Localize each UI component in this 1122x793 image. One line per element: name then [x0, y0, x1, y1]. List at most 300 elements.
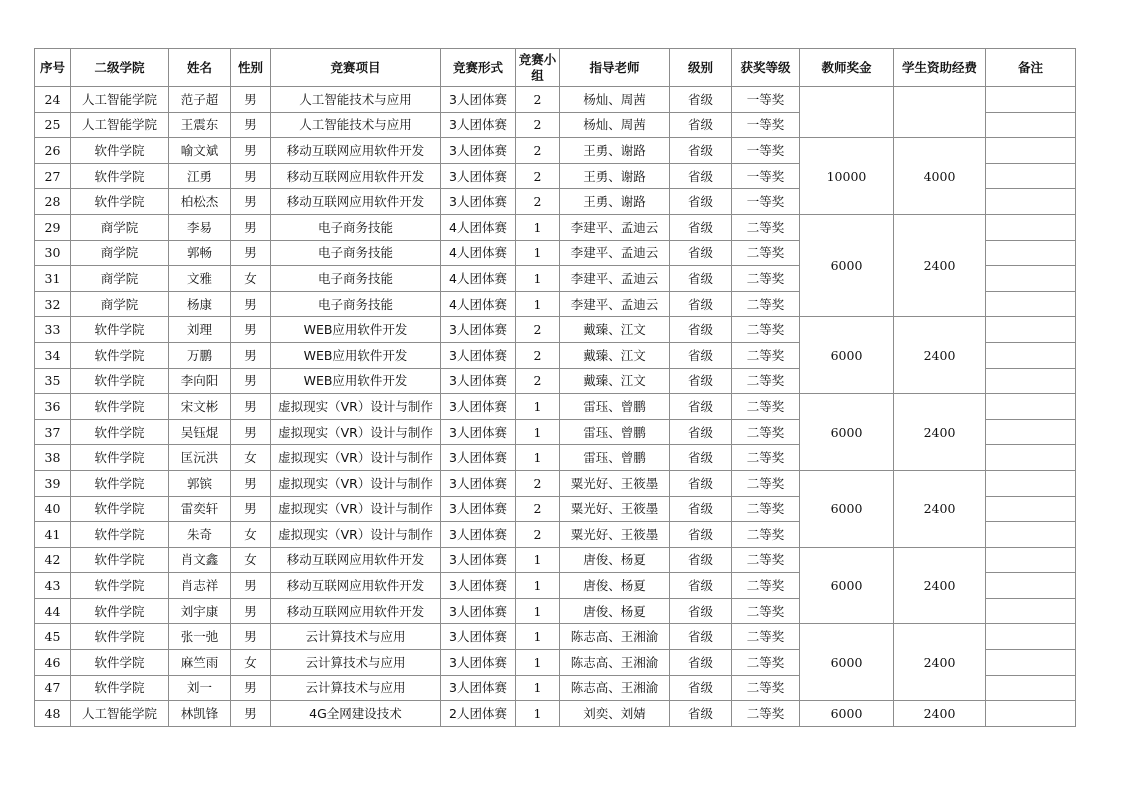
college-cell: 软件学院: [71, 522, 169, 548]
seq-cell: 33: [35, 317, 71, 343]
level-cell: 省级: [670, 87, 732, 113]
group-cell: 1: [516, 445, 560, 471]
table-row: [35, 547, 1076, 573]
student-funding-cell: 2400: [894, 701, 986, 727]
remarks-cell: [986, 547, 1076, 573]
gender-cell: 男: [231, 573, 271, 599]
name-cell: 范子超: [169, 87, 231, 113]
advisor-cell: 杨灿、周茜: [560, 112, 670, 138]
format-cell: 3人团体赛: [441, 419, 516, 445]
group-cell: 1: [516, 291, 560, 317]
remarks-cell: [986, 189, 1076, 215]
format-cell: 3人团体赛: [441, 650, 516, 676]
table-row: [35, 138, 1076, 164]
college-cell: 商学院: [71, 266, 169, 292]
college-cell: 软件学院: [71, 419, 169, 445]
gender-cell: 男: [231, 701, 271, 727]
college-cell: 软件学院: [71, 496, 169, 522]
award-cell: 二等奖: [732, 573, 800, 599]
gender-cell: 女: [231, 445, 271, 471]
level-cell: 省级: [670, 240, 732, 266]
event-cell: 电子商务技能: [271, 291, 441, 317]
event-cell: 移动互联网应用软件开发: [271, 598, 441, 624]
student-funding-cell: [894, 87, 986, 138]
group-cell: 1: [516, 214, 560, 240]
gender-cell: 男: [231, 240, 271, 266]
level-cell: 省级: [670, 342, 732, 368]
level-cell: 省级: [670, 394, 732, 420]
format-cell: 3人团体赛: [441, 547, 516, 573]
remarks-cell: [986, 496, 1076, 522]
advisor-cell: 刘奕、刘婧: [560, 701, 670, 727]
name-cell: 李向阳: [169, 368, 231, 394]
seq-cell: 36: [35, 394, 71, 420]
seq-cell: 35: [35, 368, 71, 394]
teacher-bonus-cell: 6000: [800, 317, 894, 394]
group-cell: 1: [516, 419, 560, 445]
group-cell: 1: [516, 624, 560, 650]
col-header-gender: 性别: [231, 49, 271, 87]
award-cell: 二等奖: [732, 547, 800, 573]
format-cell: 3人团体赛: [441, 470, 516, 496]
group-cell: 2: [516, 163, 560, 189]
name-cell: 刘理: [169, 317, 231, 343]
group-cell: 1: [516, 547, 560, 573]
advisor-cell: 戴臻、江文: [560, 342, 670, 368]
event-cell: 电子商务技能: [271, 240, 441, 266]
remarks-cell: [986, 138, 1076, 164]
name-cell: 杨康: [169, 291, 231, 317]
col-header-seq: 序号: [35, 49, 71, 87]
award-cell: 二等奖: [732, 291, 800, 317]
table-row: [35, 394, 1076, 420]
event-cell: WEB应用软件开发: [271, 368, 441, 394]
format-cell: 3人团体赛: [441, 342, 516, 368]
seq-cell: 28: [35, 189, 71, 215]
advisor-cell: 李建平、孟迪云: [560, 214, 670, 240]
table-row: [35, 87, 1076, 113]
group-cell: 2: [516, 138, 560, 164]
name-cell: 文雅: [169, 266, 231, 292]
remarks-cell: [986, 675, 1076, 701]
teacher-bonus-cell: 6000: [800, 394, 894, 471]
col-header-name: 姓名: [169, 49, 231, 87]
name-cell: 郭畅: [169, 240, 231, 266]
advisor-cell: 唐俊、杨夏: [560, 573, 670, 599]
group-cell: 2: [516, 470, 560, 496]
format-cell: 3人团体赛: [441, 394, 516, 420]
group-cell: 2: [516, 189, 560, 215]
college-cell: 人工智能学院: [71, 112, 169, 138]
student-funding-cell: 2400: [894, 547, 986, 624]
group-cell: 1: [516, 650, 560, 676]
remarks-cell: [986, 470, 1076, 496]
col-header-teacher-bonus: 教师奖金: [800, 49, 894, 87]
seq-cell: 34: [35, 342, 71, 368]
seq-cell: 32: [35, 291, 71, 317]
award-cell: 一等奖: [732, 87, 800, 113]
table-row: [35, 624, 1076, 650]
award-cell: 二等奖: [732, 650, 800, 676]
format-cell: 4人团体赛: [441, 240, 516, 266]
award-cell: 二等奖: [732, 368, 800, 394]
table-row: [35, 317, 1076, 343]
teacher-bonus-cell: 6000: [800, 214, 894, 316]
award-cell: 二等奖: [732, 419, 800, 445]
advisor-cell: 李建平、孟迪云: [560, 291, 670, 317]
award-cell: 二等奖: [732, 266, 800, 292]
level-cell: 省级: [670, 598, 732, 624]
award-cell: 二等奖: [732, 342, 800, 368]
gender-cell: 女: [231, 266, 271, 292]
college-cell: 软件学院: [71, 650, 169, 676]
gender-cell: 男: [231, 163, 271, 189]
event-cell: 人工智能技术与应用: [271, 112, 441, 138]
seq-cell: 39: [35, 470, 71, 496]
advisor-cell: 粟光好、王筱墨: [560, 496, 670, 522]
advisor-cell: 王勇、谢路: [560, 189, 670, 215]
gender-cell: 男: [231, 189, 271, 215]
student-funding-cell: 2400: [894, 394, 986, 471]
remarks-cell: [986, 598, 1076, 624]
level-cell: 省级: [670, 650, 732, 676]
gender-cell: 男: [231, 419, 271, 445]
format-cell: 3人团体赛: [441, 317, 516, 343]
college-cell: 软件学院: [71, 342, 169, 368]
advisor-cell: 唐俊、杨夏: [560, 547, 670, 573]
seq-cell: 47: [35, 675, 71, 701]
name-cell: 宋文彬: [169, 394, 231, 420]
award-cell: 二等奖: [732, 701, 800, 727]
gender-cell: 男: [231, 342, 271, 368]
advisor-cell: 唐俊、杨夏: [560, 598, 670, 624]
name-cell: 郭镔: [169, 470, 231, 496]
group-cell: 2: [516, 317, 560, 343]
teacher-bonus-cell: 6000: [800, 470, 894, 547]
student-funding-cell: 2400: [894, 470, 986, 547]
event-cell: 虚拟现实（VR）设计与制作: [271, 470, 441, 496]
remarks-cell: [986, 240, 1076, 266]
gender-cell: 女: [231, 522, 271, 548]
name-cell: 匡沅洪: [169, 445, 231, 471]
name-cell: 林凯锋: [169, 701, 231, 727]
teacher-bonus-cell: [800, 87, 894, 138]
name-cell: 刘宇康: [169, 598, 231, 624]
award-cell: 二等奖: [732, 598, 800, 624]
college-cell: 人工智能学院: [71, 701, 169, 727]
event-cell: 云计算技术与应用: [271, 675, 441, 701]
format-cell: 3人团体赛: [441, 573, 516, 599]
event-cell: 云计算技术与应用: [271, 650, 441, 676]
event-cell: 电子商务技能: [271, 266, 441, 292]
format-cell: 3人团体赛: [441, 163, 516, 189]
college-cell: 商学院: [71, 214, 169, 240]
level-cell: 省级: [670, 701, 732, 727]
remarks-cell: [986, 522, 1076, 548]
name-cell: 刘一: [169, 675, 231, 701]
name-cell: 喻文斌: [169, 138, 231, 164]
seq-cell: 29: [35, 214, 71, 240]
remarks-cell: [986, 419, 1076, 445]
award-cell: 二等奖: [732, 394, 800, 420]
col-header-remarks: 备注: [986, 49, 1076, 87]
advisor-cell: 王勇、谢路: [560, 138, 670, 164]
seq-cell: 41: [35, 522, 71, 548]
award-cell: 二等奖: [732, 470, 800, 496]
event-cell: 云计算技术与应用: [271, 624, 441, 650]
group-cell: 1: [516, 394, 560, 420]
name-cell: 万鹏: [169, 342, 231, 368]
college-cell: 软件学院: [71, 163, 169, 189]
remarks-cell: [986, 624, 1076, 650]
remarks-cell: [986, 394, 1076, 420]
format-cell: 3人团体赛: [441, 138, 516, 164]
remarks-cell: [986, 573, 1076, 599]
format-cell: 4人团体赛: [441, 214, 516, 240]
college-cell: 商学院: [71, 240, 169, 266]
format-cell: 3人团体赛: [441, 368, 516, 394]
gender-cell: 女: [231, 547, 271, 573]
advisor-cell: 粟光好、王筱墨: [560, 522, 670, 548]
event-cell: WEB应用软件开发: [271, 317, 441, 343]
advisor-cell: 陈志高、王湘渝: [560, 675, 670, 701]
gender-cell: 男: [231, 138, 271, 164]
advisor-cell: 李建平、孟迪云: [560, 266, 670, 292]
college-cell: 软件学院: [71, 573, 169, 599]
student-funding-cell: 2400: [894, 624, 986, 701]
col-header-group: 竞赛小组: [516, 49, 560, 87]
college-cell: 软件学院: [71, 624, 169, 650]
remarks-cell: [986, 317, 1076, 343]
college-cell: 软件学院: [71, 598, 169, 624]
group-cell: 2: [516, 112, 560, 138]
event-cell: 移动互联网应用软件开发: [271, 547, 441, 573]
seq-cell: 45: [35, 624, 71, 650]
group-cell: 1: [516, 598, 560, 624]
level-cell: 省级: [670, 496, 732, 522]
remarks-cell: [986, 342, 1076, 368]
award-cell: 一等奖: [732, 189, 800, 215]
col-header-award: 获奖等级: [732, 49, 800, 87]
table-row: [35, 701, 1076, 727]
student-funding-cell: 4000: [894, 138, 986, 215]
award-cell: 二等奖: [732, 522, 800, 548]
group-cell: 1: [516, 266, 560, 292]
col-header-student-funding: 学生资助经费: [894, 49, 986, 87]
seq-cell: 42: [35, 547, 71, 573]
format-cell: 3人团体赛: [441, 522, 516, 548]
gender-cell: 男: [231, 368, 271, 394]
advisor-cell: 戴臻、江文: [560, 317, 670, 343]
gender-cell: 男: [231, 624, 271, 650]
format-cell: 3人团体赛: [441, 87, 516, 113]
level-cell: 省级: [670, 522, 732, 548]
format-cell: 3人团体赛: [441, 624, 516, 650]
seq-cell: 27: [35, 163, 71, 189]
col-header-level: 级别: [670, 49, 732, 87]
format-cell: 4人团体赛: [441, 266, 516, 292]
table-body: [35, 87, 1076, 727]
remarks-cell: [986, 214, 1076, 240]
college-cell: 商学院: [71, 291, 169, 317]
level-cell: 省级: [670, 266, 732, 292]
event-cell: 虚拟现实（VR）设计与制作: [271, 445, 441, 471]
student-funding-cell: 2400: [894, 214, 986, 316]
seq-cell: 31: [35, 266, 71, 292]
level-cell: 省级: [670, 419, 732, 445]
table-row: [35, 470, 1076, 496]
event-cell: 虚拟现实（VR）设计与制作: [271, 419, 441, 445]
level-cell: 省级: [670, 573, 732, 599]
level-cell: 省级: [670, 138, 732, 164]
remarks-cell: [986, 163, 1076, 189]
event-cell: 虚拟现实（VR）设计与制作: [271, 522, 441, 548]
remarks-cell: [986, 266, 1076, 292]
advisor-cell: 李建平、孟迪云: [560, 240, 670, 266]
award-cell: 二等奖: [732, 496, 800, 522]
event-cell: 移动互联网应用软件开发: [271, 189, 441, 215]
remarks-cell: [986, 112, 1076, 138]
format-cell: 3人团体赛: [441, 112, 516, 138]
col-header-format: 竞赛形式: [441, 49, 516, 87]
college-cell: 软件学院: [71, 547, 169, 573]
college-cell: 软件学院: [71, 675, 169, 701]
name-cell: 江勇: [169, 163, 231, 189]
name-cell: 麻竺雨: [169, 650, 231, 676]
level-cell: 省级: [670, 624, 732, 650]
event-cell: 人工智能技术与应用: [271, 87, 441, 113]
seq-cell: 43: [35, 573, 71, 599]
gender-cell: 男: [231, 87, 271, 113]
advisor-cell: 雷珏、曾鹏: [560, 445, 670, 471]
remarks-cell: [986, 291, 1076, 317]
name-cell: 朱奇: [169, 522, 231, 548]
gender-cell: 男: [231, 675, 271, 701]
col-header-advisor: 指导老师: [560, 49, 670, 87]
seq-cell: 44: [35, 598, 71, 624]
name-cell: 肖志祥: [169, 573, 231, 599]
student-funding-cell: 2400: [894, 317, 986, 394]
remarks-cell: [986, 368, 1076, 394]
level-cell: 省级: [670, 470, 732, 496]
gender-cell: 男: [231, 317, 271, 343]
teacher-bonus-cell: 6000: [800, 701, 894, 727]
seq-cell: 26: [35, 138, 71, 164]
col-header-event: 竞赛项目: [271, 49, 441, 87]
group-cell: 1: [516, 675, 560, 701]
gender-cell: 男: [231, 291, 271, 317]
teacher-bonus-cell: 10000: [800, 138, 894, 215]
college-cell: 软件学院: [71, 138, 169, 164]
event-cell: WEB应用软件开发: [271, 342, 441, 368]
format-cell: 3人团体赛: [441, 496, 516, 522]
advisor-cell: 王勇、谢路: [560, 163, 670, 189]
col-header-college: 二级学院: [71, 49, 169, 87]
group-cell: 2: [516, 368, 560, 394]
group-cell: 2: [516, 496, 560, 522]
remarks-cell: [986, 650, 1076, 676]
event-cell: 虚拟现实（VR）设计与制作: [271, 496, 441, 522]
award-cell: 二等奖: [732, 624, 800, 650]
award-cell: 一等奖: [732, 112, 800, 138]
award-cell: 二等奖: [732, 317, 800, 343]
college-cell: 软件学院: [71, 394, 169, 420]
remarks-cell: [986, 701, 1076, 727]
event-cell: 移动互联网应用软件开发: [271, 138, 441, 164]
level-cell: 省级: [670, 547, 732, 573]
event-cell: 电子商务技能: [271, 214, 441, 240]
award-cell: 二等奖: [732, 675, 800, 701]
format-cell: 4人团体赛: [441, 291, 516, 317]
level-cell: 省级: [670, 214, 732, 240]
group-cell: 2: [516, 342, 560, 368]
name-cell: 张一弛: [169, 624, 231, 650]
format-cell: 2人团体赛: [441, 701, 516, 727]
gender-cell: 男: [231, 394, 271, 420]
format-cell: 3人团体赛: [441, 189, 516, 215]
advisor-cell: 戴臻、江文: [560, 368, 670, 394]
level-cell: 省级: [670, 291, 732, 317]
level-cell: 省级: [670, 189, 732, 215]
award-table: [34, 48, 1076, 727]
group-cell: 1: [516, 573, 560, 599]
seq-cell: 37: [35, 419, 71, 445]
group-cell: 2: [516, 87, 560, 113]
level-cell: 省级: [670, 112, 732, 138]
seq-cell: 48: [35, 701, 71, 727]
award-cell: 二等奖: [732, 445, 800, 471]
seq-cell: 40: [35, 496, 71, 522]
level-cell: 省级: [670, 368, 732, 394]
event-cell: 移动互联网应用软件开发: [271, 163, 441, 189]
event-cell: 4G全网建设技术: [271, 701, 441, 727]
college-cell: 软件学院: [71, 189, 169, 215]
gender-cell: 男: [231, 598, 271, 624]
header-row: [35, 49, 1076, 87]
table-row: [35, 214, 1076, 240]
seq-cell: 30: [35, 240, 71, 266]
award-cell: 二等奖: [732, 240, 800, 266]
name-cell: 雷奕轩: [169, 496, 231, 522]
seq-cell: 25: [35, 112, 71, 138]
gender-cell: 男: [231, 496, 271, 522]
college-cell: 人工智能学院: [71, 87, 169, 113]
group-cell: 1: [516, 240, 560, 266]
name-cell: 吴钰焜: [169, 419, 231, 445]
name-cell: 王震东: [169, 112, 231, 138]
award-cell: 二等奖: [732, 214, 800, 240]
name-cell: 柏松杰: [169, 189, 231, 215]
gender-cell: 男: [231, 112, 271, 138]
seq-cell: 38: [35, 445, 71, 471]
seq-cell: 24: [35, 87, 71, 113]
college-cell: 软件学院: [71, 317, 169, 343]
group-cell: 2: [516, 522, 560, 548]
format-cell: 3人团体赛: [441, 445, 516, 471]
event-cell: 虚拟现实（VR）设计与制作: [271, 394, 441, 420]
advisor-cell: 粟光好、王筱墨: [560, 470, 670, 496]
award-cell: 一等奖: [732, 138, 800, 164]
seq-cell: 46: [35, 650, 71, 676]
teacher-bonus-cell: 6000: [800, 547, 894, 624]
advisor-cell: 陈志高、王湘渝: [560, 624, 670, 650]
advisor-cell: 雷珏、曾鹏: [560, 394, 670, 420]
format-cell: 3人团体赛: [441, 675, 516, 701]
level-cell: 省级: [670, 317, 732, 343]
gender-cell: 女: [231, 650, 271, 676]
group-cell: 1: [516, 701, 560, 727]
advisor-cell: 雷珏、曾鹏: [560, 419, 670, 445]
